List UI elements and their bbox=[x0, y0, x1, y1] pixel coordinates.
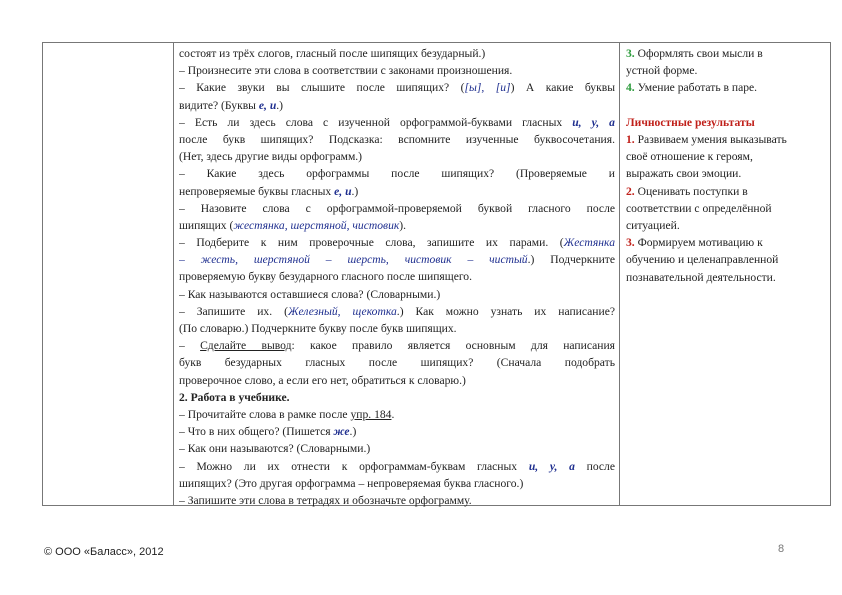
text-line: – Какие здесь орфограммы после шипящих? (Проверяемые и bbox=[179, 167, 615, 181]
text-line: – Произнесите эти слова в соответствии с законами произношения. bbox=[179, 64, 513, 78]
sounds-highlight: [ы], [и] bbox=[464, 81, 511, 95]
text-line: шипящих (жестянка, шерстяной, чистовик). bbox=[179, 218, 407, 232]
text-line: – Можно ли их отнести к орфограммам-буквам гласных и, у, а после bbox=[179, 459, 615, 473]
words-highlight: Железный, щекотка bbox=[287, 304, 397, 318]
text-line: – Прочитайте слова в рамке после упр. 184. bbox=[179, 407, 395, 421]
copyright-footer: © ООО «Баласс», 2012 bbox=[44, 546, 164, 558]
lesson-table bbox=[42, 42, 831, 506]
text-line: – Какие звуки вы слышите после шипящих? ([ы], [и]) А какие буквы bbox=[179, 81, 615, 95]
results-column bbox=[620, 43, 830, 505]
letters-highlight: е, и bbox=[334, 184, 352, 198]
text-line: – Как они называются? (Словарными.) bbox=[179, 442, 371, 456]
letters-highlight: же bbox=[333, 425, 350, 439]
result-number: 3. bbox=[626, 236, 635, 250]
exercise-link: упр. 184 bbox=[350, 407, 392, 421]
text-line: – Запишите их. (Железный, щекотка.) Как можно узнать их написание? bbox=[179, 304, 615, 318]
result-line: 4. Умение работать в паре. bbox=[626, 81, 758, 95]
letters-highlight: и, у, а bbox=[528, 459, 575, 473]
text-line: непроверяемые буквы гласных е, и.) bbox=[179, 184, 359, 198]
text-line: – Есть ли здесь слова с изученной орфограммой-буквами гласных и, у, а bbox=[179, 115, 615, 129]
text-line: (Нет, здесь другие виды орфограмм.) bbox=[179, 150, 363, 164]
text-line: – Назовите слова с орфограммой-проверяемой буквой гласного после bbox=[179, 201, 615, 215]
letters-highlight: е, и bbox=[258, 98, 277, 112]
text-line: состоят из трёх слогов, гласный после шипящих безударный.) bbox=[179, 47, 486, 60]
text-line: видите? (Буквы е, и.) bbox=[179, 98, 284, 112]
result-number: 2. bbox=[626, 184, 635, 198]
text-line: (По словарю.) Подчеркните букву после букв шипящих. bbox=[179, 322, 457, 335]
page-number: 8 bbox=[778, 543, 785, 555]
result-line: своё отношение к героям, bbox=[626, 150, 753, 164]
text-line: – Сделайте вывод: какое правило является основным для написания bbox=[179, 339, 615, 353]
letters-highlight: и, у, а bbox=[572, 115, 615, 129]
text-line: – Запишите эти слова в тетрадях и обозначьте орфограмму. bbox=[179, 493, 472, 507]
text-line: проверочное слово, а если его нет, обратиться к словарю.) bbox=[179, 373, 466, 387]
text-line: шипящих? (Это другая орфограмма – непроверяемая буква гласного.) bbox=[179, 476, 524, 490]
empty-column bbox=[43, 43, 174, 505]
result-line: 2. Оценивать поступки в bbox=[626, 184, 748, 198]
lesson-text-column bbox=[174, 43, 620, 505]
result-number: 3. bbox=[626, 47, 635, 60]
result-line: 3. Оформлять свои мысли в bbox=[626, 47, 763, 60]
conclusion-label: Сделайте вывод bbox=[200, 339, 292, 353]
result-line: устной форме. bbox=[626, 64, 698, 78]
words-highlight: – жесть, шерстяной – шерсть, чистовик – чистый bbox=[179, 253, 528, 267]
result-number: 1. bbox=[626, 133, 635, 146]
result-line: 1. Развиваем умения выказывать bbox=[626, 133, 787, 146]
personal-results-heading: Личностные результаты bbox=[626, 115, 755, 129]
result-line: познавательной деятельности. bbox=[626, 270, 776, 284]
text-line: – Подберите к ним проверочные слова, запишите их парами. (Жестянка bbox=[179, 236, 615, 250]
result-line: обучению и целенаправленной bbox=[626, 253, 779, 267]
text-line: проверяемую букву безударного гласного после шипящего. bbox=[179, 270, 472, 284]
result-line: 3. Формируем мотивацию к bbox=[626, 236, 763, 250]
words-highlight: жестянка, шерстяной, чистовик bbox=[233, 218, 400, 232]
words-highlight: Жестянка bbox=[563, 236, 615, 250]
text-line: букв безударных гласных после шипящих? (Сначала подобрать bbox=[179, 356, 615, 370]
text-line: – Что в них общего? (Пишется же.) bbox=[179, 425, 357, 439]
result-number: 4. bbox=[626, 81, 635, 95]
text-line: – жесть, шерстяной – шерсть, чистовик – чистый.) Подчеркните bbox=[179, 253, 615, 267]
text-line: после букв шипящих? Подсказка: вспомните изученные буквосочетания. bbox=[179, 132, 615, 146]
result-line: выражать свои эмоции. bbox=[626, 167, 742, 181]
result-line: соответствии с определённой bbox=[626, 201, 772, 215]
section-heading: 2. Работа в учебнике. bbox=[179, 390, 290, 404]
text-line: – Как называются оставшиеся слова? (Словарными.) bbox=[179, 287, 441, 301]
result-line: ситуацией. bbox=[626, 219, 680, 233]
